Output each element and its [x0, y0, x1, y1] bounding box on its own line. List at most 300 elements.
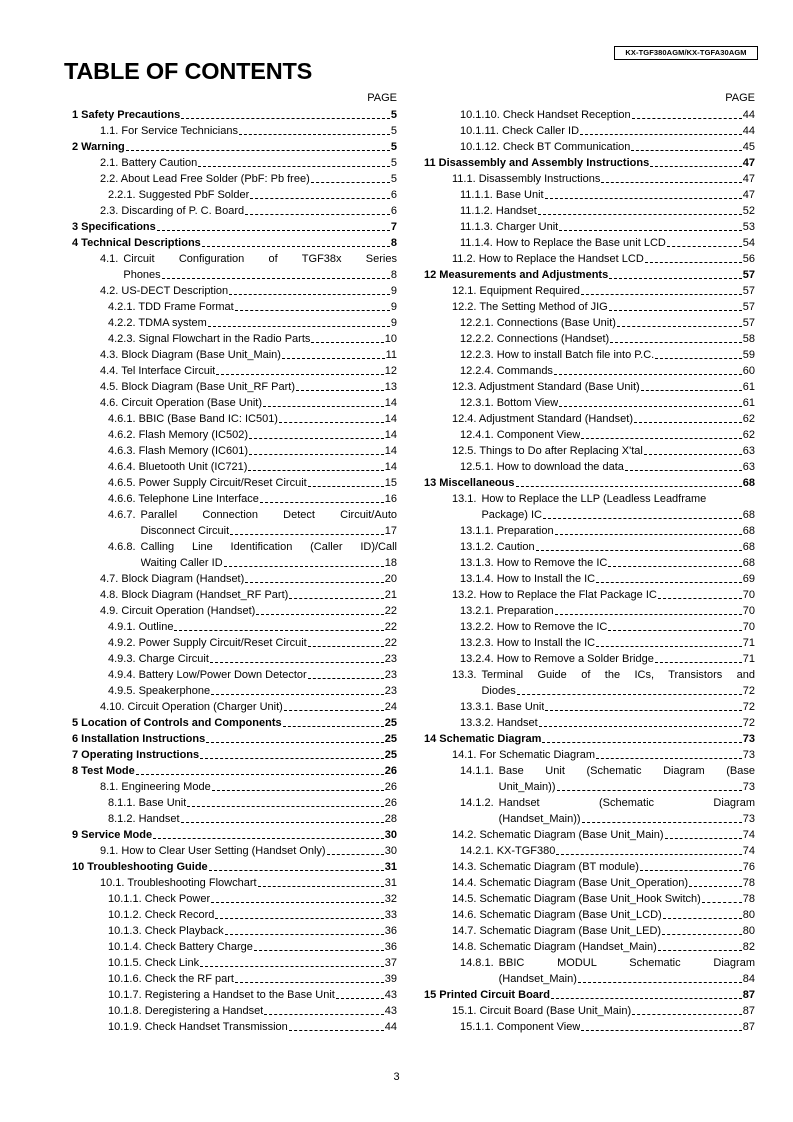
model-number-box: KX-TGF380AGM/KX-TGFA30AGM [614, 46, 758, 60]
toc-entry[interactable] [72, 459, 397, 475]
toc-entry[interactable] [72, 971, 397, 987]
toc-entry-page: 36 [384, 941, 397, 953]
toc-entry-title: 8.1.1. Base Unit [108, 797, 187, 809]
dot-leader [596, 646, 742, 647]
toc-entry-page: 9 [390, 317, 397, 329]
toc-entry-title: 12.4. Adjustment Standard (Handset) [452, 413, 633, 425]
dot-leader [581, 294, 742, 295]
toc-entry[interactable] [72, 331, 397, 347]
toc-entry[interactable] [424, 491, 755, 523]
toc-entry[interactable] [424, 299, 755, 315]
toc-entry[interactable] [72, 635, 397, 651]
toc-entry-page: 54 [742, 237, 755, 249]
toc-entry[interactable] [424, 139, 755, 155]
toc-entry[interactable] [72, 187, 397, 203]
dot-leader [230, 534, 384, 535]
toc-entry[interactable] [424, 427, 755, 443]
toc-entry-title: 12.1. Equipment Required [452, 285, 580, 297]
toc-entry-number: 13.3. [452, 669, 477, 681]
toc-entry-title: 14.6. Schematic Diagram (Base Unit_LCD) [452, 909, 662, 921]
toc-entry-page: 24 [384, 701, 397, 713]
dot-leader [202, 246, 390, 247]
dot-leader [596, 758, 742, 759]
toc-entry[interactable] [424, 107, 755, 123]
toc-entry[interactable] [72, 347, 397, 363]
toc-entry-title: 13.2.3. How to Install the IC [460, 637, 596, 649]
toc-chapter-entry[interactable] [72, 859, 397, 875]
toc-entry[interactable] [424, 635, 755, 651]
toc-entry-page: 61 [742, 397, 755, 409]
dot-leader [555, 534, 742, 535]
dot-leader [538, 214, 742, 215]
toc-chapter-entry[interactable] [424, 475, 755, 491]
toc-chapter-entry[interactable] [72, 763, 397, 779]
toc-entry-page: 5 [390, 141, 397, 153]
toc-entry[interactable] [424, 667, 755, 699]
toc-entry-page: 57 [742, 285, 755, 297]
toc-entry[interactable] [72, 779, 397, 795]
dot-leader [198, 166, 390, 167]
toc-entry[interactable] [424, 555, 755, 571]
dot-leader [263, 406, 384, 407]
toc-entry-page: 30 [384, 845, 397, 857]
toc-entry[interactable] [424, 283, 755, 299]
toc-entry[interactable] [424, 859, 755, 875]
toc-entry[interactable] [424, 747, 755, 763]
toc-entry-title: 11.2. How to Replace the Handset LCD [452, 253, 644, 265]
toc-chapter-entry[interactable] [424, 155, 755, 171]
toc-entry-title: 12.2.2. Connections (Handset) [460, 333, 610, 345]
toc-entry-page: 80 [742, 909, 755, 921]
dot-leader [578, 982, 742, 983]
toc-entry[interactable] [72, 891, 397, 907]
toc-entry[interactable] [72, 667, 397, 683]
dot-leader [516, 486, 742, 487]
toc-entry[interactable] [424, 907, 755, 923]
toc-entry[interactable] [72, 603, 397, 619]
toc-entry-page: 73 [742, 813, 755, 825]
dot-leader [256, 614, 383, 615]
toc-entry-page: 12 [384, 365, 397, 377]
dot-leader [601, 182, 741, 183]
toc-entry-title: 13.2.1. Preparation [460, 605, 554, 617]
toc-entry[interactable] [424, 795, 755, 827]
toc-entry-page: 13 [384, 381, 397, 393]
toc-entry-title: 14.4. Schematic Diagram (Base Unit_Operation) [452, 877, 688, 889]
toc-entry-page: 16 [384, 493, 397, 505]
toc-entry-page: 36 [384, 925, 397, 937]
toc-entry[interactable] [424, 379, 755, 395]
dot-leader [174, 630, 383, 631]
dot-leader [209, 870, 384, 871]
toc-entry[interactable] [424, 939, 755, 955]
dot-leader [644, 454, 742, 455]
toc-entry-title-continued: Package) IC [481, 509, 542, 521]
toc-entry[interactable] [424, 123, 755, 139]
toc-entry-title: 10.1.2. Check Record [108, 909, 215, 921]
dot-leader [580, 134, 742, 135]
toc-entry[interactable] [424, 171, 755, 187]
toc-entry-title: 12.4.1. Component View [460, 429, 581, 441]
dot-leader [625, 470, 742, 471]
toc-entry-page: 6 [390, 205, 397, 217]
dot-leader [215, 918, 383, 919]
toc-entry[interactable] [72, 443, 397, 459]
dot-leader [311, 182, 390, 183]
toc-entry[interactable] [424, 571, 755, 587]
toc-entry[interactable] [72, 875, 397, 891]
toc-chapter-entry[interactable] [72, 219, 397, 235]
toc-entry[interactable] [72, 411, 397, 427]
toc-entry-page: 5 [390, 157, 397, 169]
dot-leader [250, 198, 390, 199]
toc-entry-title: 4.9.4. Battery Low/Power Down Detector [108, 669, 307, 681]
toc-entry[interactable] [424, 203, 755, 219]
toc-entry-page: 10 [384, 333, 397, 345]
toc-entry-page: 23 [384, 653, 397, 665]
toc-entry[interactable] [424, 251, 755, 267]
toc-entry-title: 1 Safety Precautions [72, 109, 181, 121]
toc-entry-title: 4.7. Block Diagram (Handset) [100, 573, 245, 585]
toc-entry[interactable] [424, 1019, 755, 1035]
toc-entry-title: 4.6.1. BBIC (Base Band IC: IC501) [108, 413, 278, 425]
toc-entry-page: 26 [384, 797, 397, 809]
dot-leader [641, 390, 742, 391]
toc-entry-title: 4.9.3. Charge Circuit [108, 653, 209, 665]
toc-entry-page: 5 [390, 125, 397, 137]
toc-entry-title: 14.2.1. KX-TGF380 [460, 845, 556, 857]
dot-leader [126, 150, 390, 151]
toc-entry-title: 10.1.4. Check Battery Charge [108, 941, 253, 953]
toc-entry-page: 87 [742, 1005, 755, 1017]
dot-leader [559, 230, 742, 231]
toc-entry-page: 74 [742, 845, 755, 857]
toc-entry[interactable] [424, 347, 755, 363]
dot-leader [631, 150, 741, 151]
toc-column-right [424, 107, 755, 1035]
toc-chapter-entry[interactable] [72, 827, 397, 843]
dot-leader [308, 486, 384, 487]
toc-entry-page: 47 [742, 157, 755, 169]
toc-entry-title: 4.6.6. Telephone Line Interface [108, 493, 259, 505]
toc-entry[interactable] [424, 315, 755, 331]
toc-entry[interactable] [424, 651, 755, 667]
toc-entry[interactable] [72, 507, 397, 539]
toc-entry-page: 43 [384, 989, 397, 1001]
toc-entry-title: 12.2.1. Connections (Base Unit) [460, 317, 616, 329]
dot-leader [239, 134, 390, 135]
toc-entry[interactable] [424, 523, 755, 539]
toc-entry[interactable] [72, 955, 397, 971]
dot-leader [617, 326, 742, 327]
toc-entry-title: Handset (Schematic Diagram [498, 797, 755, 809]
toc-entry-title: 13 Miscellaneous [424, 477, 515, 489]
toc-entry-page: 44 [742, 109, 755, 121]
toc-entry-title: 5 Location of Controls and Components [72, 717, 282, 729]
toc-entry-page: 82 [742, 941, 755, 953]
toc-entry[interactable] [72, 939, 397, 955]
dot-leader [557, 790, 742, 791]
dot-leader [545, 198, 742, 199]
toc-entry-title: 13.1.2. Caution [460, 541, 535, 553]
dot-leader [655, 358, 742, 359]
toc-entry[interactable] [424, 459, 755, 475]
toc-entry[interactable] [424, 411, 755, 427]
toc-entry-title: 12.5. Things to Do after Replacing X'tal [452, 445, 643, 457]
toc-entry-page: 62 [742, 413, 755, 425]
toc-entry-page: 72 [742, 685, 755, 697]
toc-entry-title: 10.1.6. Check the RF part [108, 973, 234, 985]
toc-entry-title: 4.10. Circuit Operation (Charger Unit) [100, 701, 283, 713]
toc-entry[interactable] [72, 315, 397, 331]
dot-leader [663, 918, 742, 919]
toc-entry-page: 73 [742, 749, 755, 761]
dot-leader [632, 118, 742, 119]
toc-entry-title: 4.4. Tel Interface Circuit [100, 365, 216, 377]
dot-leader [609, 278, 742, 279]
toc-entry[interactable] [424, 715, 755, 731]
toc-entry-page: 17 [384, 525, 397, 537]
toc-chapter-entry[interactable] [72, 731, 397, 747]
toc-entry[interactable] [424, 1003, 755, 1019]
toc-entry-page: 63 [742, 461, 755, 473]
toc-entry-title-continued: (Handset_Main) [498, 973, 577, 985]
toc-entry[interactable] [424, 875, 755, 891]
toc-entry-page: 44 [384, 1021, 397, 1033]
toc-entry[interactable] [72, 299, 397, 315]
toc-entry[interactable] [424, 955, 755, 987]
toc-entry-page: 68 [742, 557, 755, 569]
toc-entry-title: 13.1.1. Preparation [460, 525, 554, 537]
toc-entry-page: 52 [742, 205, 755, 217]
toc-entry[interactable] [72, 987, 397, 1003]
toc-entry-title: 2 Warning [72, 141, 125, 153]
toc-entry[interactable] [424, 763, 755, 795]
toc-entry-title: 14.3. Schematic Diagram (BT module) [452, 861, 639, 873]
dot-leader [136, 774, 384, 775]
toc-entry-page: 44 [742, 125, 755, 137]
toc-entry[interactable] [72, 683, 397, 699]
toc-entry-title: 9.1. How to Clear User Setting (Handset Only) [100, 845, 326, 857]
toc-entry-number: 14.1.2. [460, 797, 494, 809]
dot-leader [216, 374, 383, 375]
dot-leader [658, 598, 742, 599]
toc-entry-title: 4.5. Block Diagram (Base Unit_RF Part) [100, 381, 296, 393]
toc-entry-title: 11.1. Disassembly Instructions [452, 173, 601, 185]
toc-entry-page: 39 [384, 973, 397, 985]
toc-entry-page: 80 [742, 925, 755, 937]
toc-entry[interactable] [72, 1019, 397, 1035]
toc-entry-page: 22 [384, 605, 397, 617]
toc-entry[interactable] [424, 363, 755, 379]
toc-entry-page: 78 [742, 893, 755, 905]
toc-entry-page: 68 [742, 477, 755, 489]
toc-entry[interactable] [72, 171, 397, 187]
toc-entry[interactable] [72, 651, 397, 667]
toc-entry[interactable] [72, 491, 397, 507]
toc-entry[interactable] [72, 923, 397, 939]
toc-entry-title: 2.3. Discarding of P. C. Board [100, 205, 245, 217]
toc-entry-page: 45 [742, 141, 755, 153]
toc-entry-title: 14.1. For Schematic Diagram [452, 749, 596, 761]
toc-entry-title-continued: Diodes [481, 685, 516, 697]
dot-leader [667, 246, 742, 247]
toc-entry-title: 4.6. Circuit Operation (Base Unit) [100, 397, 263, 409]
toc-entry-title: 12.2.3. How to install Batch file into P.C. [460, 349, 655, 361]
dot-leader [559, 406, 742, 407]
toc-entry-title: 4.8. Block Diagram (Handset_RF Part) [100, 589, 289, 601]
toc-entry[interactable] [424, 443, 755, 459]
dot-leader [555, 614, 742, 615]
toc-entry[interactable] [424, 395, 755, 411]
toc-entry[interactable] [72, 699, 397, 715]
toc-entry[interactable] [72, 283, 397, 299]
toc-entry[interactable] [424, 539, 755, 555]
dot-leader [153, 838, 384, 839]
toc-entry[interactable] [72, 395, 397, 411]
toc-entry-page: 72 [742, 717, 755, 729]
toc-entry-title: 12 Measurements and Adjustments [424, 269, 609, 281]
toc-entry-title: 4.9.1. Outline [108, 621, 174, 633]
toc-entry[interactable] [72, 571, 397, 587]
dot-leader [225, 934, 384, 935]
toc-entry-title: 13.1.4. How to Install the IC [460, 573, 596, 585]
toc-chapter-entry[interactable] [424, 267, 755, 283]
toc-entry-title: 4.9.5. Speakerphone [108, 685, 211, 697]
toc-entry[interactable] [72, 1003, 397, 1019]
toc-entry[interactable] [72, 427, 397, 443]
dot-leader [296, 390, 384, 391]
toc-entry-page: 72 [742, 701, 755, 713]
toc-entry-page: 87 [742, 989, 755, 1001]
toc-entry[interactable] [72, 843, 397, 859]
toc-entry-title: 4.2.2. TDMA system [108, 317, 207, 329]
toc-entry-title-continued: Waiting Caller ID [140, 557, 223, 569]
dot-leader [245, 582, 383, 583]
toc-entry-page: 47 [742, 173, 755, 185]
toc-entry-title: 11.1.1. Base Unit [460, 189, 544, 201]
dot-leader [260, 502, 384, 503]
toc-entry[interactable] [424, 843, 755, 859]
toc-chapter-entry[interactable] [72, 715, 397, 731]
toc-entry-page: 31 [384, 861, 397, 873]
dot-leader [655, 662, 742, 663]
toc-entry[interactable] [72, 475, 397, 491]
toc-entry-page: 84 [742, 973, 755, 985]
toc-entry-title-continued: (Handset_Main)) [498, 813, 581, 825]
dot-leader [284, 710, 384, 711]
toc-entry[interactable] [424, 219, 755, 235]
toc-entry-title: 10.1.8. Deregistering a Handset [108, 1005, 264, 1017]
toc-entry-title: 8.1.2. Handset [108, 813, 180, 825]
toc-entry-title: 14.7. Schematic Diagram (Base Unit_LED) [452, 925, 662, 937]
toc-entry-title: 1.1. For Service Technicians [100, 125, 238, 137]
dot-leader [658, 950, 742, 951]
toc-entry[interactable] [72, 155, 397, 171]
page-column-label-left: PAGE [367, 92, 397, 104]
toc-entry[interactable] [424, 923, 755, 939]
toc-entry[interactable] [72, 907, 397, 923]
toc-entry[interactable] [72, 587, 397, 603]
toc-entry[interactable] [424, 187, 755, 203]
toc-entry-title: 11.1.4. How to Replace the Base unit LCD [460, 237, 666, 249]
toc-entry-page: 73 [742, 733, 755, 745]
dot-leader [689, 886, 742, 887]
dot-leader [210, 662, 384, 663]
toc-chapter-entry[interactable] [424, 731, 755, 747]
toc-entry[interactable] [424, 331, 755, 347]
toc-entry[interactable] [72, 619, 397, 635]
toc-entry-page: 58 [742, 333, 755, 345]
toc-entry-title: 4.2.1. TDD Frame Format [108, 301, 234, 313]
toc-entry-title: BBIC MODUL Schematic Diagram [498, 957, 755, 969]
toc-entry[interactable] [424, 699, 755, 715]
toc-entry[interactable] [72, 795, 397, 811]
toc-entry[interactable] [72, 539, 397, 571]
toc-entry-page: 70 [742, 621, 755, 633]
toc-entry[interactable] [72, 811, 397, 827]
toc-entry[interactable] [424, 619, 755, 635]
toc-entry-page: 31 [384, 877, 397, 889]
dot-leader [608, 630, 741, 631]
toc-entry-page: 60 [742, 365, 755, 377]
dot-leader [181, 822, 384, 823]
toc-entry-title: 4.2. US-DECT Description [100, 285, 229, 297]
toc-entry[interactable] [72, 363, 397, 379]
toc-entry[interactable] [72, 123, 397, 139]
toc-entry-page: 14 [384, 397, 397, 409]
toc-entry-page: 28 [384, 813, 397, 825]
dot-leader [258, 886, 384, 887]
toc-entry-title: 14 Schematic Diagram [424, 733, 542, 745]
toc-chapter-entry[interactable] [72, 747, 397, 763]
toc-entry[interactable] [424, 235, 755, 251]
toc-entry-page: 71 [742, 653, 755, 665]
toc-entry-title: 10.1.9. Check Handset Transmission [108, 1021, 288, 1033]
toc-entry[interactable] [72, 251, 397, 283]
dot-leader [640, 870, 742, 871]
toc-chapter-entry[interactable] [72, 107, 397, 123]
toc-entry-title: 13.2.4. How to Remove a Solder Bridge [460, 653, 654, 665]
toc-entry[interactable] [72, 379, 397, 395]
toc-entry-title-continued: Unit_Main)) [498, 781, 556, 793]
toc-entry-title: 12.3. Adjustment Standard (Base Unit) [452, 381, 640, 393]
dot-leader [282, 358, 385, 359]
toc-chapter-entry[interactable] [72, 235, 397, 251]
toc-entry-title: 2.1. Battery Caution [100, 157, 198, 169]
toc-entry-title: 4 Technical Descriptions [72, 237, 201, 249]
toc-entry-page: 87 [742, 1021, 755, 1033]
toc-entry-title: 10.1.11. Check Caller ID [460, 125, 580, 137]
toc-entry[interactable] [424, 827, 755, 843]
toc-entry-title: Circuit Configuration of TGF38x Series [123, 253, 397, 265]
toc-entry-title-continued: Disconnect Circuit [140, 525, 230, 537]
toc-entry[interactable] [424, 603, 755, 619]
toc-entry-title: 10.1.5. Check Link [108, 957, 200, 969]
toc-chapter-entry[interactable] [72, 139, 397, 155]
toc-entry-title: 3 Specifications [72, 221, 156, 233]
dot-leader [545, 710, 741, 711]
toc-entry[interactable] [424, 891, 755, 907]
toc-entry-page: 23 [384, 685, 397, 697]
dot-leader [581, 438, 741, 439]
dot-leader [517, 694, 742, 695]
toc-entry[interactable] [72, 203, 397, 219]
toc-chapter-entry[interactable] [424, 987, 755, 1003]
toc-entry-page: 25 [384, 717, 397, 729]
toc-entry-page: 5 [390, 173, 397, 185]
toc-entry[interactable] [424, 587, 755, 603]
